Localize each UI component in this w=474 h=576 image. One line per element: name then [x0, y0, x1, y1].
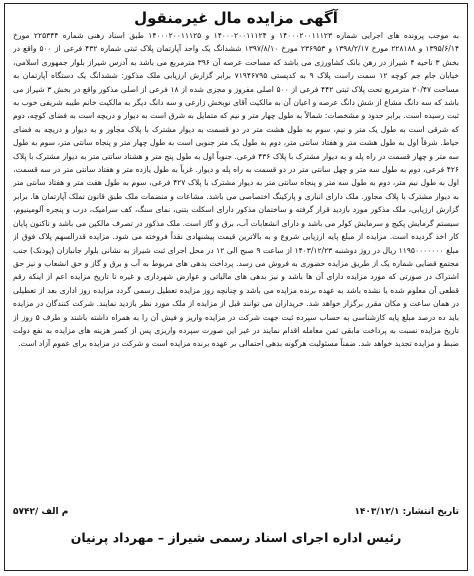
- publish-date: تاریخ انتشار: ۱۴۰۳/۱۲/۱: [354, 507, 459, 517]
- signature-line: رئیس اداره اجرای اسناد رسمی شیراز – مهرداد پرنیان: [70, 530, 402, 545]
- ad-code: م الف /۵۷۴۲: [13, 507, 69, 517]
- notice-meta-row: [13, 505, 459, 519]
- auction-notice: [4, 3, 468, 571]
- notice-body: به موجب پرونده های اجرایی شماره ۱۴۰۰۰۲۰۰۱۱۱۲۳ و ۱۴۰۰۰۲۰۰۱۱۱۲۴ و ۱۴۰۰۰۲۰۰۱۱۱۲۵ طبق اسناد رهنی شماره ۲۲۵۳۴۴ مورخ ۱۳۹۵/۶/۱۴ و ۲۲۸۱۸۸ مورخ ۱۳۹۸/۲/۱۷ و ۲۳۶۹۵۳ مورخ ۱۳۹۷/۸/۱۰ ششدانگ یک واحد آپارتمان پلاک ثبتی شماره ۴۳۲ فرعی از ۵۰۰ واقع در بخش ۳ ناحیه ۴ شیراز در رهن بانک کشاورزی می باشد که مساحت عرصه آن ۳۹۶ مترمربع می باشد به آدرس شیراز بلوار جمهوری اسلامی، خیابان جام جم کوچه ۱۲ سمت راست پلاک ۹ به کدپستی ۷۱۹۴۶۷۹۵ برابر گزارش ارزیابی ملک مذکور: ششدانگ یک دستگاه آپارتمان به مساحت ۲۰/۴۷ مترمربع تحت پلاک ثبتی ۴۴۲ فرعی از ۵۰۰ اصلی مفروز و مجزی شده از ۱۸ فرعی از اصلی مذکور واقع در بخش ۳ شیراز می باشد که سه دانگ مشاع از شش دانگ عرصه و اعیان آن به مالکیت آقای نوبخش زارعی و سه دانگ دیگر به مالکیت خانم طیبه شریفی خوب به ثبت رسیده است. برابر حدود و مشخصات: شمالاً به طول چهار متر و نیم که متمایل به شرق است به دیوار و دریچه است به فضای کوچه، دوم که شرقی است به طول یک متر و نیم، سوم به طول هشت متر در دو قسمت به دیوار مشترک با پلاک مجاور و به دیوار و دریچه به فضای حیاط. شرقاً اول به طول هشت متر و هفتاد سانتی متر، دوم به طول یک متر جنوبی است به طول چهار متر و پنجاه سانتی متر، سوم به طول سه متر و چهار قسمت در راه پله و به دیوار مشترک با پلاک ۴۳۶ فرعی. جنوباً اول به طول پنج متر و هشتاد سانتی متر به دیوار مشترک با پلاک ۴۲۶ فرعی، دوم به طول سه متر و چهل سانتی متر در دو قسمت به راه پله و دیوار. غرباً به طول یازده متر و هفتاد سانتی متر در سه قسمت، اول به طول نیم متر، دوم به طول سه متر و پنجاه سانتی متر به دیوار مشترک با پلاک ۴۲۷ فرعی، سوم به طول هفت متر و هفتاد سانتی متر به دیوار مشترک با پلاک مجاور. ملک دارای انباری و پارکینگ اختصاصی می باشد. مشاعات و منضمات ملک طبق قانون تملک آپارتمان ها. برابر گزارش ارزیابی، ملک مذکور مورد بازدید قرار گرفته و ساختمان مذکور دارای اسکلت بتنی، نمای سنگ، کف سرامیک، درب و پنجره آلومینیوم، سیستم گرمایش پکیج و سرمایش کولر می باشد و دارای انشعابات آب، برق و گاز است. ملک مذکور در تصرف مالکین می باشد و تاکنون پایان کار اخذ گردیده است. مزایده از مبلغ پایه ارزیابی شروع و به بالاترین قیمت پیشنهادی نقداً فروخته می شود. مزایده قدرالسهم پلاک فوق از مبلغ ۱۱۹۵۰۰۰۰۰۰۰ ریال در روز دوشنبه ۱۴۰۳/۱۲/۲۳ از ساعت ۹ صبح الی ۱۲ در محل اجرای ثبت شیراز به نشانی بلوار جانبازان (پودنک) جنب مجتمع قضایی شماره یک از طریق مزایده حضوری به فروش می رسد. پرداخت بدهی های مربوط به آب و برق و گاز و حق انشعاب و نیز حق اشتراک در صورتی که مورد مزایده دارای آن ها باشد و نیز بدهی های مالیاتی و عوارض شهرداری و غیره تا تاریخ مزایده اعم از اینکه رقم قطعی آن معلوم شده یا نشده باشد به عهده برنده مزایده می باشد و چنانچه روز مزایده تعطیل رسمی گردد مزایده روز اداری بعد از تعطیلی در همان ساعت و مکان مقرر برگزار خواهد شد. خریداران می توانند قبل از مزایده از ملک مورد نظر بازدید نمایند. شرکت کنندگان در مزایده باید ده درصد مبلغ پایه کارشناسی به حساب سپرده ثبت جهت شرکت در مزایده واریز و فیش آن را به همراه داشته باشند و طرف ۵ روز از تاریخ مزایده نسبت به پرداخت مابقی ثمن معامله اقدام نمایند در غیر این صورت سپرده واریزی پس از کسر هزینه های مزایده به نفع دولت ضبط و مزایده تجدید خواهد شد. ضمناً مسئولیت هرگونه بدهی احتمالی بر عهده برنده مزایده است و شرکت در مزایده برای عموم آزاد است.: [13, 31, 459, 349]
- notice-title: آگهی مزایده مال غیرمنقول: [134, 9, 338, 27]
